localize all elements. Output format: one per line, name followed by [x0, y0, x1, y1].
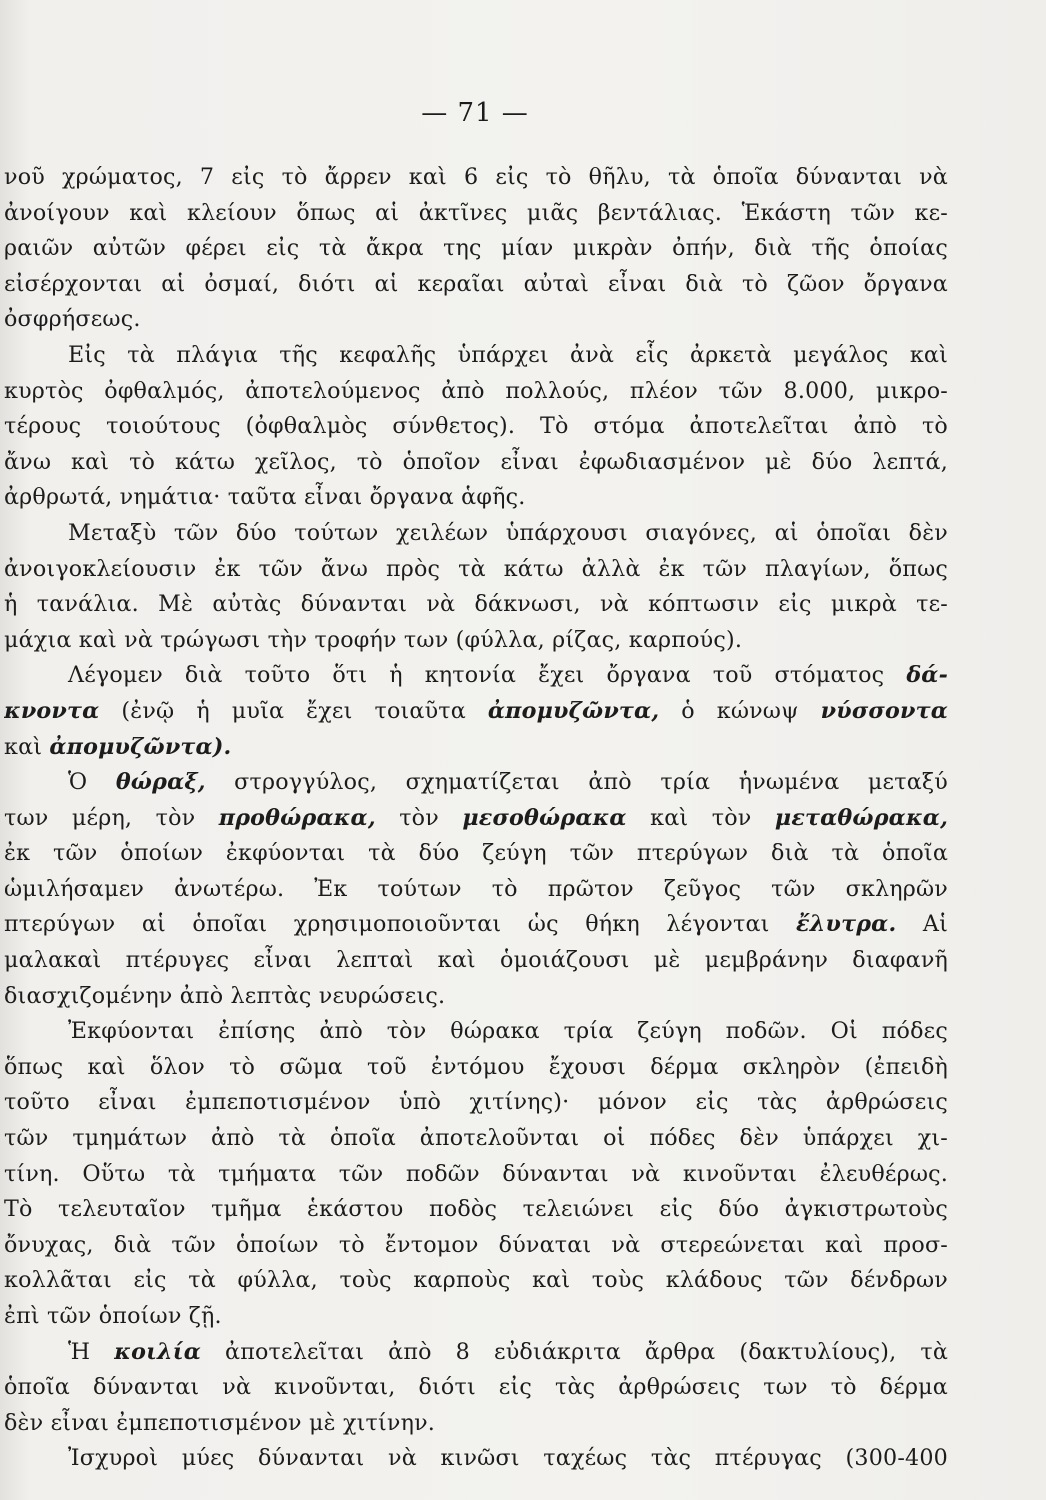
text-run: Λέγομεν διὰ τοῦτο ὅτι ἡ κητονία ἔχει ὄργανα τοῦ στόματος — [68, 662, 907, 689]
text-line: ὁποῖα δύνανται νὰ κινοῦνται, διότι εἰς τὰς ἀρθρώσεις των τὸ δέρμα — [4, 1374, 948, 1401]
text-run: ἀποτελεῖται ἀπὸ 8 εὐδιάκριτα ἄρθρα (δακτυλίους), τὰ — [200, 1338, 948, 1365]
text-run: (ἐνῷ ἡ μυῖα ἔχει τοιαῦτα — [99, 697, 488, 724]
emphasized-term: προθώρακα, — [218, 804, 376, 831]
emphasized-term: ἀπομυζῶντα, — [487, 697, 660, 724]
emphasized-term: θώραξ, — [115, 769, 206, 796]
text-line: ἡ τανάλια. Μὲ αὐτὰς δύνανται νὰ δάκνωσι, νὰ κόπτωσιν εἰς μικρὰ τε- — [4, 591, 948, 618]
text-line: Ἰσχυροὶ μύες δύνανται νὰ κινῶσι ταχέως τὰς πτέρυγας (300-400 — [68, 1445, 948, 1472]
text-line: ραιῶν αὐτῶν φέρει εἰς τὰ ἄκρα της μίαν μικρὰν ὀπήν, διὰ τῆς ὁποίας — [4, 235, 948, 262]
text-line: τῶν τμημάτων ἀπὸ τὰ ὁποῖα ἀποτελοῦνται οἱ πόδες δὲν ὑπάρχει χι- — [4, 1125, 948, 1152]
text-line: νοῦ χρώματος, 7 εἰς τὸ ἄρρεν καὶ 6 εἰς τὸ θῆλυ, τὰ ὁποῖα δύνανται νὰ — [4, 164, 948, 190]
text-line: διασχιζομένην ἀπὸ λεπτὰς νευρώσεις. — [4, 982, 446, 1009]
text-line: ἀρθρωτά, νημάτια· ταῦτα εἶναι ὄργανα ἁφῆς. — [4, 484, 526, 511]
emphasized-term: νύσσοντα — [820, 697, 948, 724]
text-line: κυρτὸς ὀφθαλμός, ἀποτελούμενος ἀπὸ πολλούς, πλέον τῶν 8.000, μικρο- — [4, 377, 948, 404]
text-run: Αἱ — [896, 911, 948, 938]
text-line: ὀσφρήσεως. — [4, 306, 141, 333]
text-line: τίνη. Οὕτω τὰ τμήματα τῶν ποδῶν δύνανται νὰ κινοῦνται ἐλευθέρως. — [4, 1160, 948, 1187]
text-line: κολλᾶται εἰς τὰ φύλλα, τοὺς καρποὺς καὶ τοὺς κλάδους τῶν δένδρων — [4, 1267, 948, 1294]
text-run: καὶ τὸν — [626, 804, 775, 831]
text-run: ὁ κώνωψ — [659, 697, 821, 724]
text-line: τέρους τοιούτους (ὀφθαλμὸς σύνθετος). Τὸ στόμα ἀποτελεῖται ἀπὸ τὸ — [4, 413, 948, 440]
emphasized-term: ἀπομυζῶντα). — [49, 733, 232, 760]
page-number: — 71 — — [421, 98, 529, 128]
text-line: μαλακαὶ πτέρυγες εἶναι λεπταὶ καὶ ὁμοιάζουσι μὲ μεμβράνην διαφανῆ — [4, 947, 948, 974]
text-line — [4, 730, 948, 766]
body-text — [4, 160, 948, 1477]
text-line: ὅπως καὶ ὅλον τὸ σῶμα τοῦ ἐντόμου ἔχουσι δέρμα σκληρὸν (ἐπειδὴ — [4, 1053, 948, 1080]
text-line: μάχια καὶ νὰ τρώγωσι τὴν τροφήν των (φύλλα, ρίζας, καρπούς). — [4, 626, 743, 653]
text-line — [4, 801, 948, 837]
text-run: Ἡ — [68, 1338, 115, 1365]
text-line — [4, 907, 948, 943]
text-line: ὄνυχας, διὰ τῶν ὁποίων τὸ ἔντομον δύναται νὰ στερεώνεται καὶ προσ- — [4, 1231, 948, 1258]
text-line — [4, 694, 948, 730]
emphasized-term: μεσοθώρακα — [462, 804, 627, 831]
text-run: των μέρη, τὸν — [4, 804, 219, 831]
emphasized-term: κνοντα — [4, 697, 100, 724]
emphasized-term: μεταθώρακα, — [774, 804, 948, 831]
text-line: Ἐκφύονται ἐπίσης ἀπὸ τὸν θώρακα τρία ζεύγη ποδῶν. Οἱ πόδες — [68, 1018, 948, 1045]
text-run: καὶ — [4, 733, 50, 760]
text-line: ἀνοίγουν καὶ κλείουν ὅπως αἱ ἀκτῖνες μιᾶς βεντάλιας. Ἑκάστη τῶν κε- — [4, 199, 948, 226]
text-line: ἐκ τῶν ὁποίων ἐκφύονται τὰ δύο ζεύγη τῶν πτερύγων διὰ τὰ ὁποῖα — [4, 840, 948, 867]
emphasized-term: κοιλία — [114, 1338, 201, 1365]
text-line: τοῦτο εἶναι ἐμπεποτισμένον ὑπὸ χιτίνης)· μόνον εἰς τὰς ἀρθρώσεις — [4, 1089, 948, 1116]
text-line: Τὸ τελευταῖον τμῆμα ἑκάστου ποδὸς τελειώνει εἰς δύο ἀγκιστρωτοὺς — [4, 1196, 948, 1223]
text-run: στρογγύλος, σχηματίζεται ἀπὸ τρία ἡνωμένα μεταξύ — [205, 769, 948, 796]
text-run: τὸν — [375, 804, 463, 831]
text-line: Μεταξὺ τῶν δύο τούτων χειλέων ὑπάρχουσι σιαγόνες, αἱ ὁποῖαι δὲν — [68, 519, 948, 546]
text-line: ἀνοιγοκλείουσιν ἐκ τῶν ἄνω πρὸς τὰ κάτω ἀλλὰ ἐκ τῶν πλαγίων, ὅπως — [4, 555, 948, 582]
emphasized-term: ἔλυτρα. — [796, 911, 897, 938]
text-line: Εἰς τὰ πλάγια τῆς κεφαλῆς ὑπάρχει ἀνὰ εἷς ἀρκετὰ μεγάλος καὶ — [68, 341, 948, 368]
text-line: δὲν εἶναι ἐμπεποτισμένον μὲ χιτίνην. — [4, 1409, 436, 1436]
emphasized-term: δά- — [906, 662, 948, 689]
text-line: ἐπὶ τῶν ὁποίων ζῇ. — [4, 1303, 222, 1329]
text-line — [4, 1335, 948, 1371]
text-line — [4, 658, 948, 694]
text-line: ἄνω καὶ τὸ κάτω χεῖλος, τὸ ὁποῖον εἶναι ἐφωδιασμένον μὲ δύο λεπτά, — [4, 448, 948, 475]
text-run: Ὁ — [68, 769, 116, 796]
text-run: πτερύγων αἱ ὁποῖαι χρησιμοποιοῦνται ὡς θήκη λέγονται — [4, 911, 797, 938]
text-line — [4, 765, 948, 801]
text-line: εἰσέρχονται αἱ ὀσμαί, διότι αἱ κεραῖαι αὐταὶ εἶναι διὰ τὸ ζῶον ὄργανα — [4, 270, 948, 297]
text-line: ὡμιλήσαμεν ἀνωτέρω. Ἐκ τούτων τὸ πρῶτον ζεῦγος τῶν σκληρῶν — [4, 875, 948, 902]
